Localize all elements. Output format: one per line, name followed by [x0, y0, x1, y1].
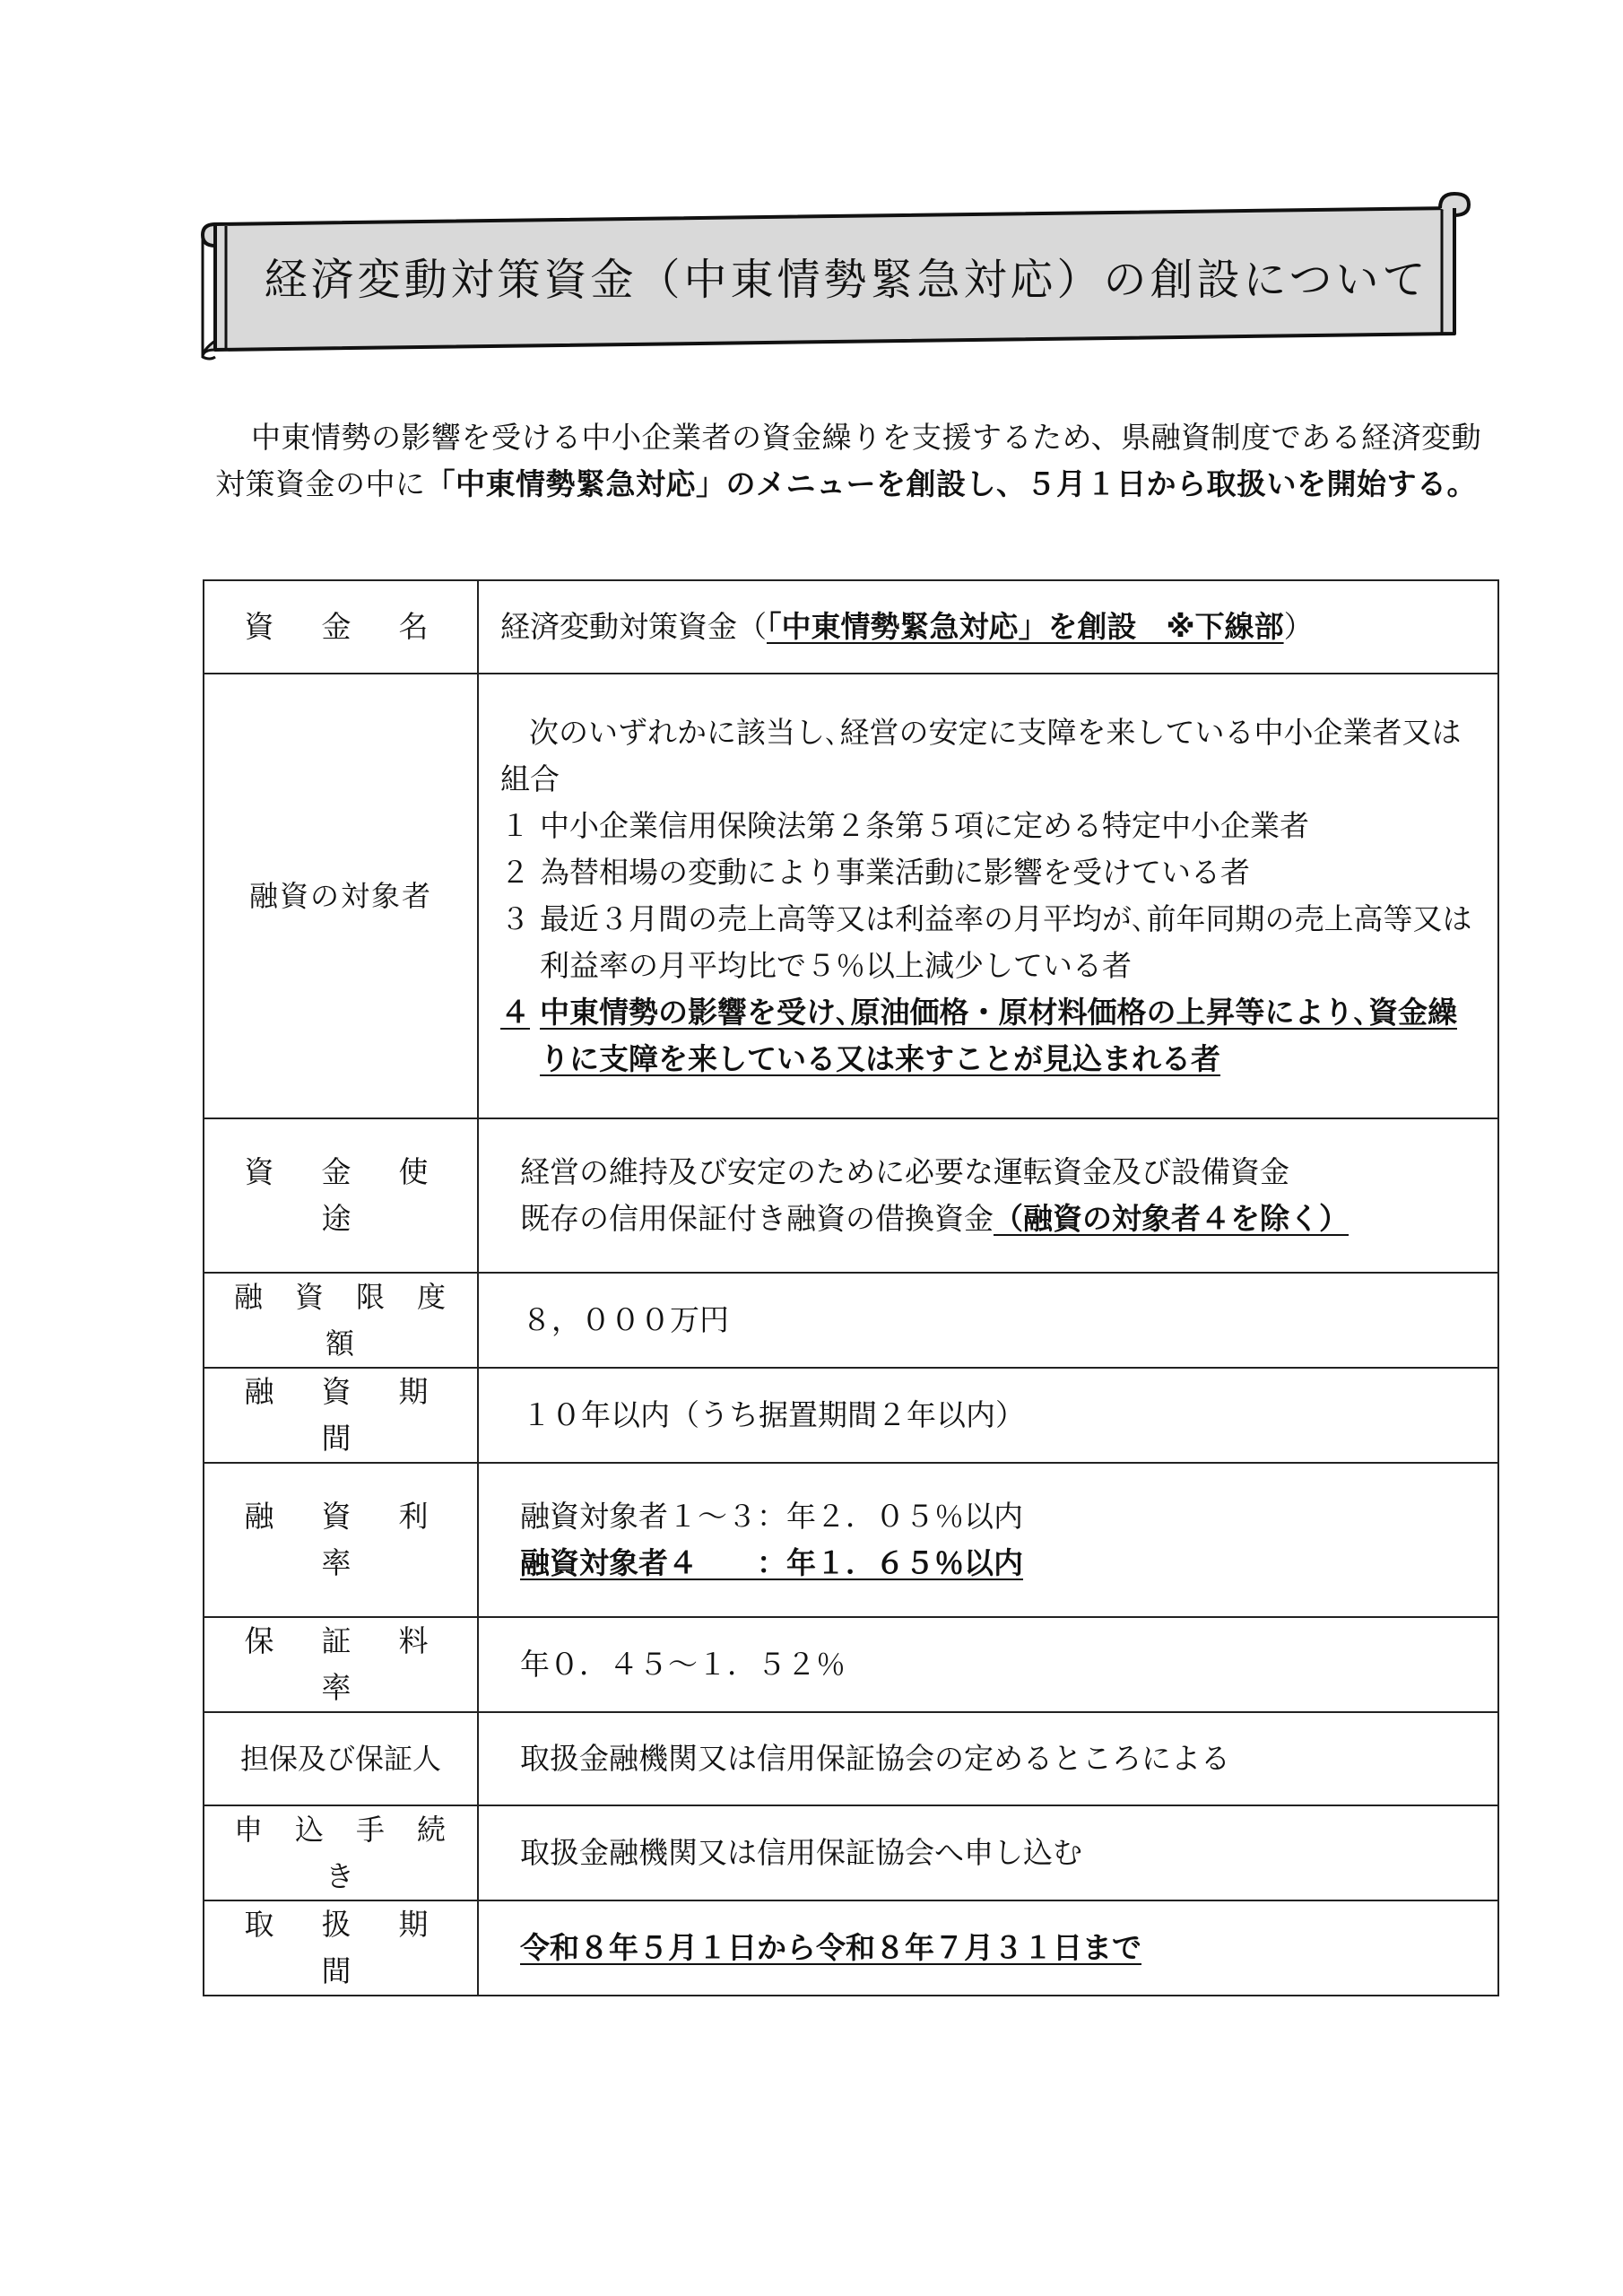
label-use: 資 金 使 途	[204, 1118, 478, 1273]
value-application: 取扱金融機関又は信用保証協会へ申し込む	[478, 1805, 1498, 1900]
fund-name-end: ）	[1283, 609, 1314, 644]
title-banner	[199, 190, 1485, 361]
value-limit: ８，０００万円	[478, 1273, 1498, 1368]
use-line2: 既存の信用保証付き融資の借換資金（融資の対象者４を除く）	[520, 1201, 1349, 1236]
label-limit: 融 資 限 度 額	[204, 1273, 478, 1368]
use-line2-bold: （融資の対象者４を除く）	[994, 1201, 1349, 1236]
list-item: ３ 最近３月間の売上高等又は利益率の月平均が､前年同期の売上高等又は利益率の月平均比で５％以上減少している者	[500, 901, 1472, 983]
label-rate: 融 資 利 率	[204, 1463, 478, 1617]
label-handling: 取 扱 期 間	[204, 1900, 478, 1996]
label-guarantee-rate: 保 証 料 率	[204, 1617, 478, 1712]
value-fund-name	[478, 580, 1498, 674]
eligibility-lead: 次のいずれかに該当し､経営の安定に支障を来している中小企業者又は組合	[500, 715, 1462, 796]
list-item: ２ 為替相場の変動により事業活動に影響を受けている者	[500, 855, 1250, 890]
table-row-limit	[204, 1273, 1498, 1368]
value-eligibility	[478, 674, 1498, 1118]
value-use	[478, 1118, 1498, 1273]
value-period: １０年以内（うち据置期間２年以内）	[478, 1368, 1498, 1463]
label-application: 申 込 手 続 き	[204, 1805, 478, 1900]
table-row-guarantee-rate	[204, 1617, 1498, 1712]
value-collateral: 取扱金融機関又は信用保証協会の定めるところによる	[478, 1712, 1498, 1805]
value-rate	[478, 1463, 1498, 1617]
label-period: 融 資 期 間	[204, 1368, 478, 1463]
intro-text: 中東情勢の影響を受ける中小企業者の資金繰りを支援するため、県融資制度である経済変動対策資金の中に	[215, 420, 1482, 501]
rate-line2: 融資対象者４ ：年１．６５％以内	[520, 1545, 1023, 1580]
label-fund-name: 資 金 名	[204, 580, 478, 674]
intro-bold-text: 「中東情勢緊急対応」のメニューを創設し、５月１日から取扱いを開始する。	[425, 466, 1477, 501]
table-row-rate	[204, 1463, 1498, 1617]
table-row-fund-name	[204, 580, 1498, 674]
fund-overview-table	[203, 579, 1499, 1996]
list-item-highlight: ４ 中東情勢の影響を受け､原油価格・原材料価格の上昇等により､資金繰りに支障を来している又は来すことが見込まれる者	[500, 995, 1457, 1076]
table-row-eligibility	[204, 674, 1498, 1118]
page-title: 経済変動対策資金（中東情勢緊急対応）の創設について	[264, 254, 1429, 305]
use-line1: 経営の維持及び安定のために必要な運転資金及び設備資金	[520, 1154, 1289, 1189]
fund-name-underlined: 「中東情勢緊急対応」を創設 ※下線部	[767, 609, 1284, 644]
label-eligibility: 融資の対象者	[204, 674, 478, 1118]
table-row-use	[204, 1118, 1498, 1273]
list-item: １ 中小企業信用保険法第２条第５項に定める特定中小企業者	[500, 808, 1309, 843]
table-row-collateral	[204, 1712, 1498, 1805]
table-row-application	[204, 1805, 1498, 1900]
value-guarantee-rate: 年０．４５～１．５２％	[478, 1617, 1498, 1712]
fund-name-text: 経済変動対策資金（	[500, 609, 767, 644]
value-handling: 令和８年５月１日から令和８年７月３１日まで	[478, 1900, 1498, 1996]
label-collateral: 担保及び保証人	[204, 1712, 478, 1805]
table-row-handling	[204, 1900, 1498, 1996]
rate-line1: 融資対象者１～３：年２．０５％以内	[520, 1499, 1023, 1534]
table-row-period	[204, 1368, 1498, 1463]
intro-paragraph	[215, 414, 1497, 508]
